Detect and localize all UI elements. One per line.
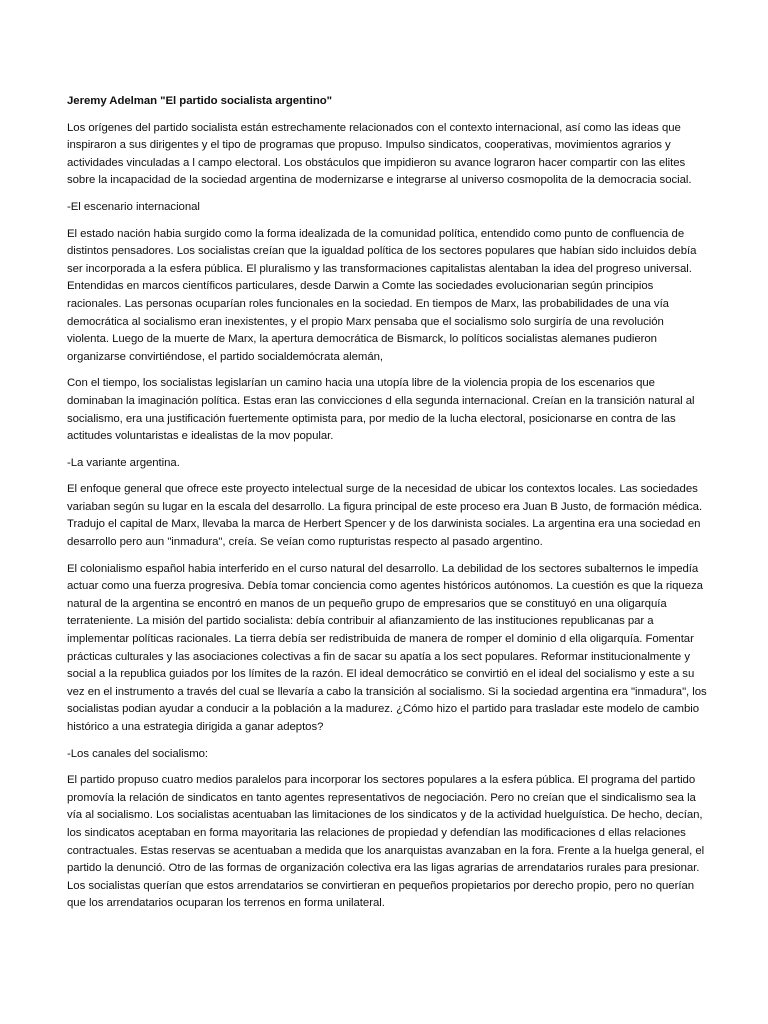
- paragraph-enfoque-general: El enfoque general que ofrece este proyecto intelectual surge de la necesidad de ubicar los contextos locales. Las sociedades variaban según su lugar en la escala del desarrollo. La figura principal de este proceso era Juan B Justo, de formación médica. Tradujo el capital de Marx, llevaba la marca de Herbert Spencer y de los darwinista sociales. La argentina era una sociedad en desarrollo pero aun "inmadura", creía. Se veían como rupturistas respecto al pasado argentino.: [67, 483, 703, 549]
- paragraph-colonialismo: El colonialismo español habia interferido en el curso natural del desarrollo. La debilidad de los sectores subalternos le impedía actuar como una fuerza progresiva. Debía tomar conciencia como agentes históricos autónomos. La cuestión es que la riqueza natural de la argentina se encontró en manos de un pequeño grupo de empresarios que se constituyó en una oligarquía terrateniente. La misión del partido socialista: debía contribuir al afianzamiento de las instituciones republicanas par a implementar políticas racionales. La tierra debía ser redistribuida de manera de romper el dominio d ella oligarquía. Fomentar prácticas culturales y las asociaciones colectivas a fin de sacar su apatía a los sect populares. Reformar institucionalmente y social a la republica guiados por los límites de la razón. El ideal democrático se convirtió en el ideal del socialismo y este a su vez en el instrumento a través del cual se llevaría a cabo la transición al socialismo. Si la sociedad argentina era "inmadura", los socialistas podian ayudar a conducir a la población a la madurez. ¿Cómo hizo el partido para trasladar este modelo de cambio histórico a una estrategia dirigida a ganar adeptos?: [67, 562, 707, 733]
- section-heading-escenario-internacional: -El escenario internacional: [67, 200, 200, 213]
- paragraph-con-el-tiempo: Con el tiempo, los socialistas legislarían un camino hacia una utopía libre de la violencia propia de los escenarios que dominaban la imaginación política. Estas eran las convicciones d ella segunda internacional. Creían en la transición natural al socialismo, era una justificación fuertemente optimista para, por medio de la lucha electoral, posicionarse en contra de las actitudes voluntaristas e idealistas de la mov popular.: [67, 377, 695, 443]
- section-heading-canales-socialismo: -Los canales del socialismo:: [67, 747, 209, 760]
- document-title: Jeremy Adelman "El partido socialista argentino": [67, 95, 332, 107]
- document-page: [67, 93, 707, 922]
- intro-paragraph: Los orígenes del partido socialista están estrechamente relacionados con el contexto internacional, así como las ideas que inspiraron a sus dirigentes y el tipo de programas que propuso. Impulso sindicatos, cooperativas, movimientos agrarios y actividades vinculadas a l campo electoral. Los obstáculos que impidieron su avance lograron hacer compartir con las elites sobre la incapacidad de la sociedad argentina de modernizarse e integrarse al universo cosmopolita de la democracia social.: [67, 121, 692, 187]
- section-heading-variante-argentina: -La variante argentina.: [67, 456, 180, 469]
- paragraph-cuatro-medios: El partido propuso cuatro medios paralelos para incorporar los sectores populares a la esfera pública. El programa del partido promovía la relación de sindicatos en tanto agentes representativos de negociación. Pero no creían que el sindicalismo sea la vía al socialismo. Los socialistas acentuaban las limitaciones de los sindicatos y de la actividad huelguística. De hecho, decían, los sindicatos aceptaban en forma mayoritaria las relaciones de propiedad y defendían las modificaciones d ellas relaciones contractuales. Estas reservas se acentuaban a medida que los anarquistas avanzaban en la fora. Frente a la huelga general, el partido la denunció. Otro de las formas de organización colectiva era las ligas agrarias de arrendatarios rurales para presionar. Los socialistas querían que estos arrendatarios se convirtieran en pequeños propietarios por derecho propio, pero no querían que los arrendatarios ocuparan los terrenos en forma unilateral.: [67, 774, 705, 910]
- paragraph-estado-nacion: El estado nación habia surgido como la forma idealizada de la comunidad política, entendido como punto de confluencia de distintos pensadores. Los socialistas creían que la igualdad política de los sectores populares que habían sido incluidos debía ser incorporada a la esfera pública. El pluralismo y las transformaciones capitalistas alentaban la idea del progreso universal. Entendidas en marcos científicos particulares, desde Darwin a Comte las sociedades evolucionarian según principios racionales. Las personas ocuparían roles funcionales en la sociedad. En tiempos de Marx, las probabilidades de una vía democrática al socialismo eran inexistentes, y el propio Marx pensaba que el socialismo solo surgiría de una revolución violenta. Luego de la muerte de Marx, la apertura democrática de Bismarck, lo políticos socialistas alemanes pudieron organizarse convirtiéndose, el partido socialdemócrata alemán,: [67, 227, 697, 363]
